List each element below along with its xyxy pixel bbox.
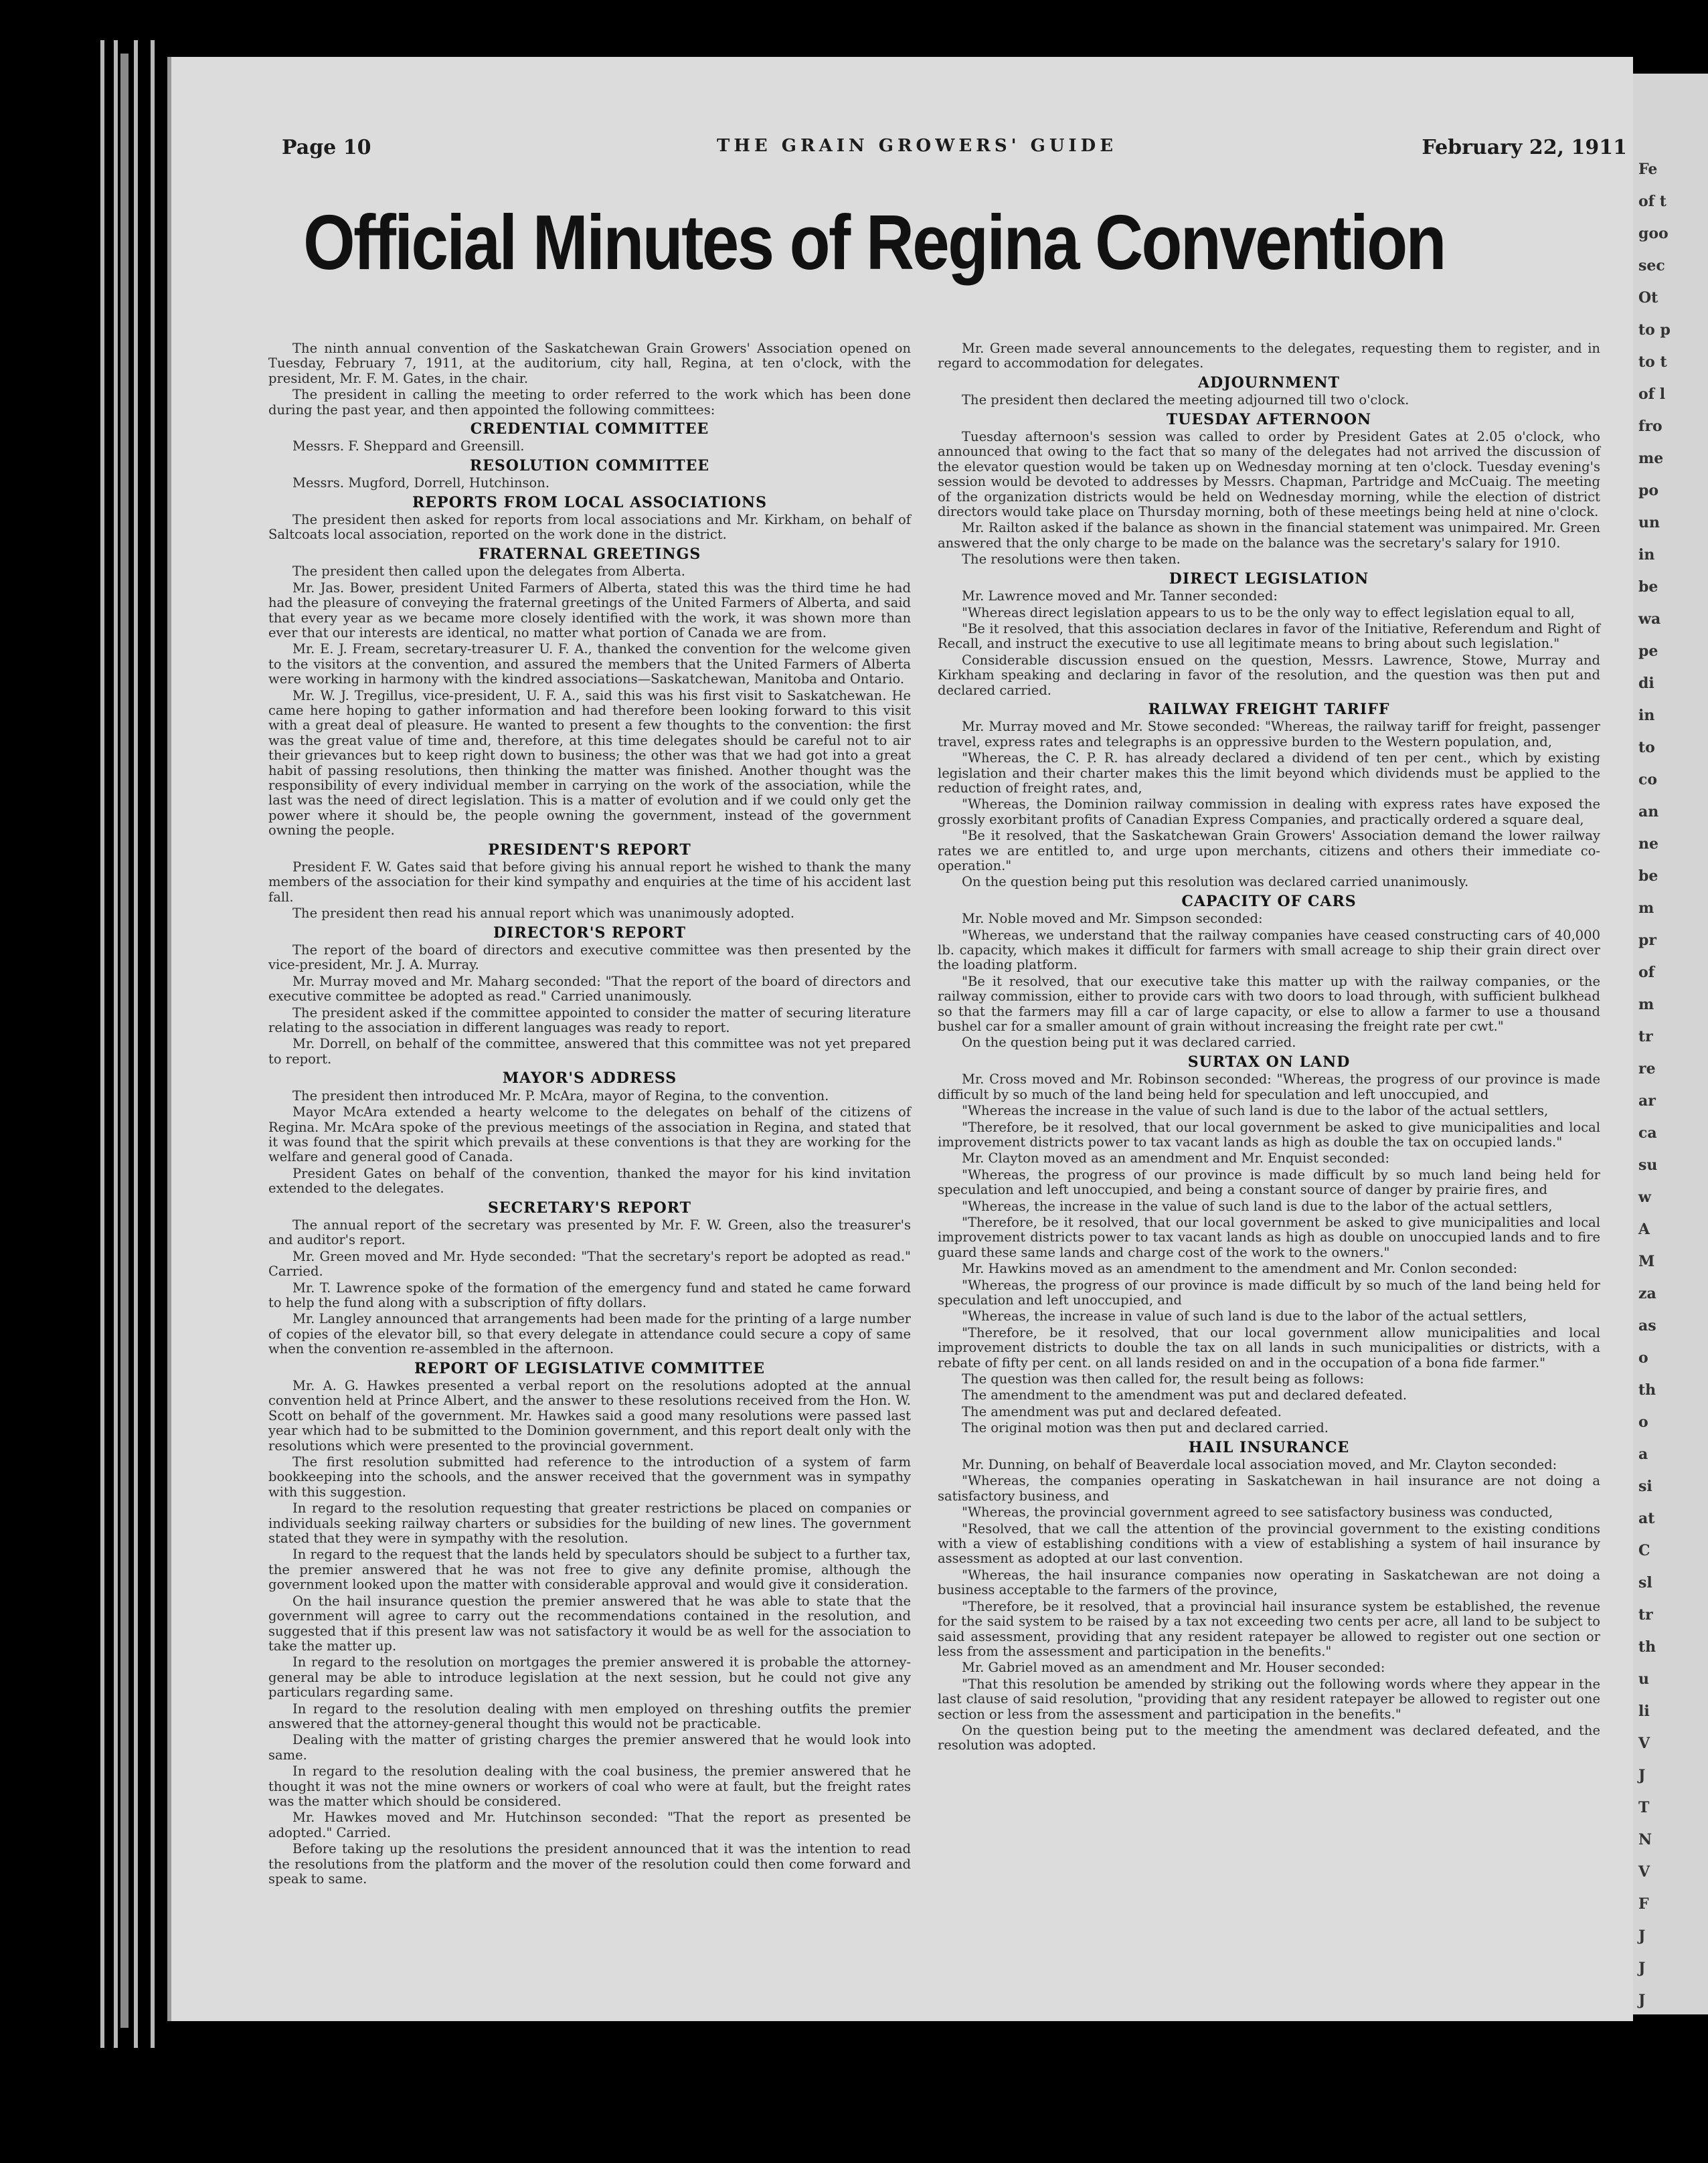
paragraph: Mr. Hawkes moved and Mr. Hutchinson seconded: "That the report as presented be adopted." Carried. — [268, 1810, 911, 1840]
text-fragment: po — [1638, 482, 1659, 499]
paragraph: In regard to the resolution dealing with the coal business, the premier answered that he thought it was not the mine owners or workers of coal who were at fault, but the freight rates was the matter which should be considered. — [268, 1763, 911, 1809]
text-fragment: si — [1638, 1478, 1652, 1495]
text-fragment: in — [1638, 707, 1655, 724]
page-edge — [100, 40, 104, 2048]
text-fragment: co — [1638, 771, 1658, 788]
paragraph: "Whereas the increase in the value of such land is due to the labor of the actual settlers, — [962, 1103, 1549, 1119]
section-heading: CAPACITY OF CARS — [1181, 892, 1357, 910]
paragraph: The ninth annual convention of the Saskatchewan Grain Growers' Association opened on Tuesday, February 7, 1911, at the auditorium, city hall, Regina, at ten o'clock, with the president, Mr. F. M. Gates, in the chair. — [268, 341, 911, 386]
paragraph: Mr. Green moved and Mr. Hyde seconded: "That the secretary's report be adopted as read." Carried. — [268, 1248, 911, 1280]
text-fragment: M — [1638, 1253, 1655, 1270]
text-fragment: tr — [1638, 1028, 1653, 1045]
text-fragment: T — [1638, 1799, 1650, 1816]
text-fragment: in — [1638, 546, 1655, 564]
paragraph: Mr. Langley announced that arrangements had been made for the printing of a large number of copies of the elevator bill, so that every delegate in attendance could secure a copy of same when the convention re-assembled in the afternoon. — [268, 1311, 911, 1357]
paragraph: Mr. Gabriel moved as an amendment and Mr. Houser seconded: — [962, 1660, 1385, 1676]
paragraph: The president then introduced Mr. P. McAra, mayor of Regina, to the convention. — [292, 1088, 829, 1104]
paragraph: The president then asked for reports from local associations and Mr. Kirkham, on behalf of Saltcoats local association, reported on the work done in the district. — [268, 512, 911, 543]
paragraph: "Whereas, the companies operating in Saskatchewan in hail insurance are not doing a satisfactory business, and — [938, 1473, 1600, 1504]
paragraph: The report of the board of directors and executive committee was then presented by the vice-president, Mr. J. A. Murray. — [268, 942, 911, 973]
paragraph: Mayor McAra extended a hearty welcome to the delegates on behalf of the citizens of Regina. Mr. McAra spoke of the previous meetings of the association in Regina, and stated that it was found that the spirit which prevails at these conventions is that they are working for the welfare and general good of Canada. — [268, 1104, 911, 1165]
text-fragment: J — [1638, 1767, 1646, 1784]
paragraph: Tuesday afternoon's session was called to order by President Gates at 2.05 o'clock, who announced that owing to the fact that so many of the delegates had not arrived the discussion of the elevator question would be taken up on Wednesday morning at ten o'clock. Tuesday evening's session would be devoted to addresses by Messrs. Chapman, Partridge and McCuaig. The meeting of the organization districts would be held on Wednesday morning, while the election of district directors would take place on Thursday morning, both of these meetings being held at nine o'clock. — [938, 429, 1600, 520]
paragraph: Mr. Dorrell, on behalf of the committee, answered that this committee was not yet prepared to report. — [268, 1036, 911, 1067]
section-heading: FRATERNAL GREETINGS — [478, 545, 701, 563]
paragraph: Mr. Railton asked if the balance as shown in the financial statement was unimpaired. Mr. Green answered that the only charge to be made on the balance was the secretary's salary for 1910. — [938, 520, 1600, 551]
section-heading: ADJOURNMENT — [1198, 373, 1340, 392]
section-heading: CREDENTIAL COMMITTEE — [470, 420, 709, 438]
text-fragment: a — [1638, 1446, 1648, 1463]
paragraph: Dealing with the matter of gristing charges the premier answered that he would look into same. — [268, 1732, 911, 1763]
paragraph: "Whereas, we understand that the railway companies have ceased constructing cars of 40,000 lb. capacity, which makes it difficult for farmers with small acreage to ship their grain direct over the loading platform. — [938, 927, 1600, 973]
text-fragment: of l — [1638, 385, 1666, 403]
paragraph: The president then read his annual report which was unanimously adopted. — [292, 905, 795, 922]
paragraph: Mr. Cross moved and Mr. Robinson seconded: "Whereas, the progress of our province is made difficult by so much of the land being held for speculation and left unoccupied, and — [938, 1071, 1600, 1102]
paragraph: On the question being put it was declared carried. — [962, 1035, 1296, 1051]
paragraph: The resolutions were then taken. — [962, 551, 1181, 568]
paragraph: "Whereas, the progress of our province is made difficult by so much of the land being held for speculation and left unoccupied, and — [938, 1277, 1600, 1308]
text-fragment: th — [1638, 1381, 1656, 1399]
text-fragment: at — [1638, 1510, 1655, 1527]
paragraph: "Whereas, the increase in the value of such land is due to the labor of the actual settlers, — [962, 1198, 1553, 1214]
text-fragment: di — [1638, 675, 1654, 692]
paragraph: Mr. Green made several announcements to the delegates, requesting them to register, and in regard to accommodation for delegates. — [938, 341, 1600, 371]
paragraph: In regard to the request that the lands held by speculators should be subject to a further tax, the premier answered that he was not free to give any definite promise, although the government looked upon the matter with considerable approval and would give it consideration. — [268, 1547, 911, 1593]
paragraph: Mr. Jas. Bower, president United Farmers of Alberta, stated this was the third time he had had the pleasure of conveying the fraternal greetings of the United Farmers of Alberta, and said that every year as we became more closely identified with the work, it was shown more than ever that our interests are identical, no matter what portion of Canada we are from. — [268, 580, 911, 640]
paragraph: On the question being put this resolution was declared carried unanimously. — [962, 874, 1469, 890]
paragraph: In regard to the resolution requesting that greater restrictions be placed on companies or individuals seeking railway charters or subsidies for the building of new lines. The government stated that they were in sympathy with the resolution. — [268, 1500, 911, 1547]
paragraph: "Whereas, the Dominion railway commission in dealing with express rates have exposed the grossly exorbitant profits of Canadian Express Companies, and practically ordered a square deal, — [938, 796, 1600, 827]
paragraph: On the question being put to the meeting the amendment was declared defeated, and the resolution was adopted. — [938, 1722, 1600, 1753]
text-fragment: li — [1638, 1703, 1650, 1720]
section-heading: MAYOR'S ADDRESS — [502, 1069, 677, 1088]
text-fragment: ca — [1638, 1124, 1657, 1142]
text-fragment: F — [1638, 1895, 1649, 1913]
text-fragment: A — [1638, 1221, 1650, 1238]
text-fragment: be — [1638, 867, 1658, 885]
paragraph: The president then declared the meeting adjourned till two o'clock. — [962, 392, 1410, 408]
section-heading: PRESIDENT'S REPORT — [488, 841, 691, 859]
text-fragment: su — [1638, 1156, 1658, 1174]
paragraph: Considerable discussion ensued on the question, Messrs. Lawrence, Stowe, Murray and Kirkham speaking and declaring in favor of the resolution, and the question was then put and declared carried. — [938, 652, 1600, 698]
text-fragment: wa — [1638, 610, 1661, 628]
section-heading: RESOLUTION COMMITTEE — [469, 456, 710, 474]
text-fragment: as — [1638, 1317, 1656, 1334]
text-fragment: V — [1638, 1735, 1650, 1752]
page-edge — [114, 40, 118, 2048]
text-fragment: N — [1638, 1831, 1652, 1848]
paragraph: In regard to the resolution dealing with men employed on threshing outfits the premier answered that the attorney-general thought this would not be practicable. — [268, 1701, 911, 1731]
paragraph: The amendment was put and declared defeated. — [962, 1403, 1282, 1419]
paragraph: Mr. A. G. Hawkes presented a verbal report on the resolutions adopted at the annual convention held at Prince Albert, and the answer to these resolutions received from the Hon. W. Scott on behalf of the government. Mr. Hawkes said a good many resolutions were passed last year which had to be submitted to the Dominion government, and this report dealt only with the resolutions which were presented to the provincial government. — [268, 1378, 911, 1454]
text-fragment: me — [1638, 450, 1664, 467]
paragraph: President Gates on behalf of the convention, thanked the mayor for his kind invitation extended to the delegates. — [268, 1165, 911, 1197]
text-fragment: fro — [1638, 418, 1662, 435]
adjacent-page-edge — [1633, 74, 1708, 2014]
paragraph: Mr. Dunning, on behalf of Beaverdale local association moved, and Mr. Clayton seconded: — [962, 1457, 1557, 1473]
paragraph: "Whereas, the hail insurance companies now operating in Saskatchewan are not doing a business acceptable to the farmers of the province, — [938, 1567, 1600, 1598]
paragraph: "Be it resolved, that our executive take this matter up with the railway companies, or the railway commission, either to provide cars with two doors to load through, with sufficient bulkhead so that the farmers may fill a car of large capacity, or else to allow a farmer to use a thousand bushel car for a smaller amount of grain without increasing the freight rate per cwt." — [938, 973, 1600, 1035]
text-fragment: o — [1638, 1349, 1648, 1367]
text-fragment: to p — [1638, 321, 1671, 339]
book-fold — [120, 54, 129, 2028]
text-fragment: w — [1638, 1189, 1651, 1206]
text-fragment: be — [1638, 578, 1658, 596]
text-fragment: to t — [1638, 353, 1667, 371]
paragraph: "Whereas, the C. P. R. has already declared a dividend of ten per cent., which by existing legislation and their charter makes this the limit beyond which dividends must be applied to the reduction of freight rates, and, — [938, 750, 1600, 796]
paragraph: Mr. W. J. Tregillus, vice-president, U. F. A., said this was his first visit to Saskatchewan. He came here hoping to gather information and had therefore been looking forward to this visit with a great deal of pleasure. He wanted to present a few thoughts to the convention: the first was the great value of time and, therefore, at this time delegates should be careful not to air their grievances but to keep right down to business; the other was that we had got into a great habit of passing resolutions, then thinking the matter was finished. Another thought was the responsibility of every individual member in carrying on the work of the association, while the last was the need of direct legislation. This is a matter of evolution and if we could only get the power where it should be, the people owning the government, instead of the government owning the people. — [268, 687, 911, 839]
paragraph: "Therefore, be it resolved, that our local government be asked to give municipalities and local improvement districts power to tax vacant lands as high as double on unoccupied lands and to fire guard these same lands and charge cost of the work to the owners." — [938, 1214, 1600, 1260]
section-heading: TUESDAY AFTERNOON — [1166, 410, 1372, 428]
section-heading: SECRETARY'S REPORT — [487, 1199, 692, 1217]
paragraph: Mr. Hawkins moved as an amendment to the amendment and Mr. Conlon seconded: — [962, 1261, 1518, 1277]
paragraph: The president asked if the committee appointed to consider the matter of securing literature relating to the association in different languages was ready to report. — [268, 1005, 911, 1036]
left-column — [268, 341, 911, 1888]
paragraph: The first resolution submitted had reference to the introduction of a system of farm bookkeeping into the schools, and the answer received that the government was in sympathy with this suggestion. — [268, 1454, 911, 1500]
paragraph: Mr. Noble moved and Mr. Simpson seconded: — [962, 911, 1263, 927]
section-heading: RAILWAY FREIGHT TARIFF — [1148, 700, 1390, 718]
paragraph: "Whereas, the provincial government agreed to see satisfactory business was conducted, — [962, 1504, 1553, 1521]
right-column — [938, 341, 1600, 1755]
paragraph: "Whereas direct legislation appears to us to be the only way to effect legislation equal to all, — [962, 604, 1575, 620]
text-fragment: Ot — [1638, 289, 1658, 307]
paragraph: The original motion was then put and declared carried. — [962, 1420, 1329, 1436]
section-heading: SURTAX ON LAND — [1187, 1053, 1351, 1071]
text-fragment: goo — [1638, 225, 1669, 242]
paragraph: "Whereas, the increase in value of such land is due to the labor of the actual settlers, — [962, 1308, 1527, 1324]
text-fragment: m — [1638, 996, 1654, 1013]
text-fragment: pr — [1638, 932, 1656, 949]
paragraph: The president then called upon the delegates from Alberta. — [292, 564, 685, 580]
paragraph: "That this resolution be amended by striking out the following words where they appear in the last clause of said resolution, "providing that any resident ratepayer be allowed to register out one section or less from the assessment and participation in the benefits." — [938, 1676, 1600, 1722]
page-edge — [134, 40, 138, 2048]
section-heading: DIRECTOR'S REPORT — [493, 924, 687, 942]
section-heading: HAIL INSURANCE — [1188, 1438, 1350, 1456]
section-heading: REPORT OF LEGISLATIVE COMMITTEE — [414, 1359, 765, 1377]
text-fragment: za — [1638, 1285, 1656, 1302]
text-fragment: J — [1638, 1992, 1646, 2009]
text-fragment: ar — [1638, 1092, 1656, 1110]
text-fragment: sec — [1638, 257, 1665, 274]
paragraph: Messrs. Mugford, Dorrell, Hutchinson. — [292, 475, 550, 491]
section-heading: DIRECT LEGISLATION — [1169, 570, 1369, 588]
text-fragment: Fe — [1638, 161, 1658, 178]
headline: Official Minutes of Regina Convention — [303, 199, 1445, 286]
paragraph: The question was then called for, the result being as follows: — [962, 1371, 1365, 1387]
issue-date: February 22, 1911 — [1422, 136, 1627, 159]
text-fragment: un — [1638, 514, 1660, 531]
text-fragment: pe — [1638, 642, 1658, 660]
text-fragment: re — [1638, 1060, 1656, 1077]
paragraph: The amendment to the amendment was put and declared defeated. — [962, 1387, 1407, 1403]
text-fragment: of — [1638, 964, 1655, 981]
text-fragment: sl — [1638, 1574, 1652, 1591]
paragraph: On the hail insurance question the premier answered that he was able to state that the government will agree to carry out the recommendations contained in the resolution, and suggested that if this present law was not satisfactory it would be as well for the association to take the matter up. — [268, 1593, 911, 1654]
text-fragment: th — [1638, 1638, 1656, 1656]
text-fragment: u — [1638, 1670, 1649, 1688]
text-fragment: ne — [1638, 835, 1658, 853]
running-header — [282, 136, 1627, 163]
paragraph: "Therefore, be it resolved, that our local government be asked to give municipalities and local improvement districts power to tax vacant lands as high as double the tax on occupied lands." — [938, 1119, 1600, 1150]
text-fragment: J — [1638, 1927, 1646, 1945]
paragraph: Mr. Murray moved and Mr. Stowe seconded: "Whereas, the railway tariff for freight, passenger travel, express rates and telegraphs is an oppressive burden to the Western population, and, — [938, 719, 1600, 750]
text-fragment: of t — [1638, 193, 1667, 210]
paragraph: President F. W. Gates said that before giving his annual report he wished to thank the many members of the association for their kind sympathy and enquiries at the time of his accident last fall. — [268, 859, 911, 905]
text-fragment: an — [1638, 803, 1659, 820]
paper-name: THE GRAIN GROWERS' GUIDE — [717, 136, 1118, 156]
text-fragment: to — [1638, 739, 1655, 756]
paragraph: Mr. Murray moved and Mr. Maharg seconded: "That the report of the board of directors and executive committee be adopted as read." Carried unanimously. — [268, 973, 911, 1005]
paragraph: "Therefore, be it resolved, that a provincial hail insurance system be established, the revenue for the said system to be raised by a tax not exceeding two cents per acre, all land to be subject to said assessment, providing that any resident ratepayer be allowed to register out one section or less from the assessment and participation in the benefits." — [938, 1598, 1600, 1659]
paragraph: Mr. E. J. Fream, secretary-treasurer U. F. A., thanked the convention for the welcome given to the visitors at the convention, and assured the members that the United Farmers of Alberta were working in harmony with the kindred associations—Saskatchewan, Manitoba and Ontario. — [268, 641, 911, 687]
paragraph: The president in calling the meeting to order referred to the work which has been done during the past year, and then appointed the following committees: — [268, 387, 911, 418]
text-fragment: J — [1638, 1960, 1646, 1977]
page-edge — [151, 40, 155, 2048]
paragraph: "Resolved, that we call the attention of the provincial government to the existing conditions with a view of establishing conditions with a view of establishing a system of hail insurance by assessment as adopted at our last convention. — [938, 1521, 1600, 1567]
paragraph: "Therefore, be it resolved, that our local government allow municipalities and local improvement districts to double the tax on all lands in such municipalities or districts, with a rebate of fifty per cent. on all lands resided on and in the occupation of a bona fide farmer." — [938, 1324, 1600, 1371]
text-fragment: C — [1638, 1542, 1650, 1559]
text-fragment: tr — [1638, 1606, 1653, 1624]
text-fragment: o — [1638, 1413, 1648, 1431]
newspaper-page — [167, 57, 1633, 2021]
paragraph: Mr. T. Lawrence spoke of the formation of the emergency fund and stated he came forward to help the fund along with a subscription of fifty dollars. — [268, 1280, 911, 1310]
text-fragment: V — [1638, 1863, 1650, 1881]
paragraph: Mr. Clayton moved as an amendment and Mr. Enquist seconded: — [962, 1150, 1390, 1166]
paragraph: Messrs. F. Sheppard and Greensill. — [292, 438, 525, 454]
text-fragment: m — [1638, 899, 1654, 917]
paragraph: The annual report of the secretary was presented by Mr. F. W. Green, also the treasurer's and auditor's report. — [268, 1217, 911, 1248]
paragraph: Mr. Lawrence moved and Mr. Tanner seconded: — [962, 588, 1278, 604]
section-heading: REPORTS FROM LOCAL ASSOCIATIONS — [412, 493, 767, 511]
page-number: Page 10 — [282, 136, 371, 159]
paragraph: Before taking up the resolutions the president announced that it was the intention to read the resolutions from the platform and the mover of the resolution could then come forward and speak to same. — [268, 1841, 911, 1887]
paragraph: In regard to the resolution on mortgages the premier answered it is probable the attorney-general may be able to introduce legislation at the next session, but he could not give any particulars regarding same. — [268, 1654, 911, 1701]
paragraph: "Be it resolved, that the Saskatchewan Grain Growers' Association demand the lower railway rates we are entitled to, and urge upon merchants, citizens and others their immediate co-operation." — [938, 828, 1600, 873]
paragraph: "Be it resolved, that this association declares in favor of the Initiative, Referendum and Right of Recall, and instruct the executive to use all legitimate means to bring about such legislation." — [938, 620, 1600, 652]
paragraph: "Whereas, the progress of our province is made difficult by so much land being held for speculation and left unoccupied, and being a constant source of danger by prairie fires, and — [938, 1166, 1600, 1198]
